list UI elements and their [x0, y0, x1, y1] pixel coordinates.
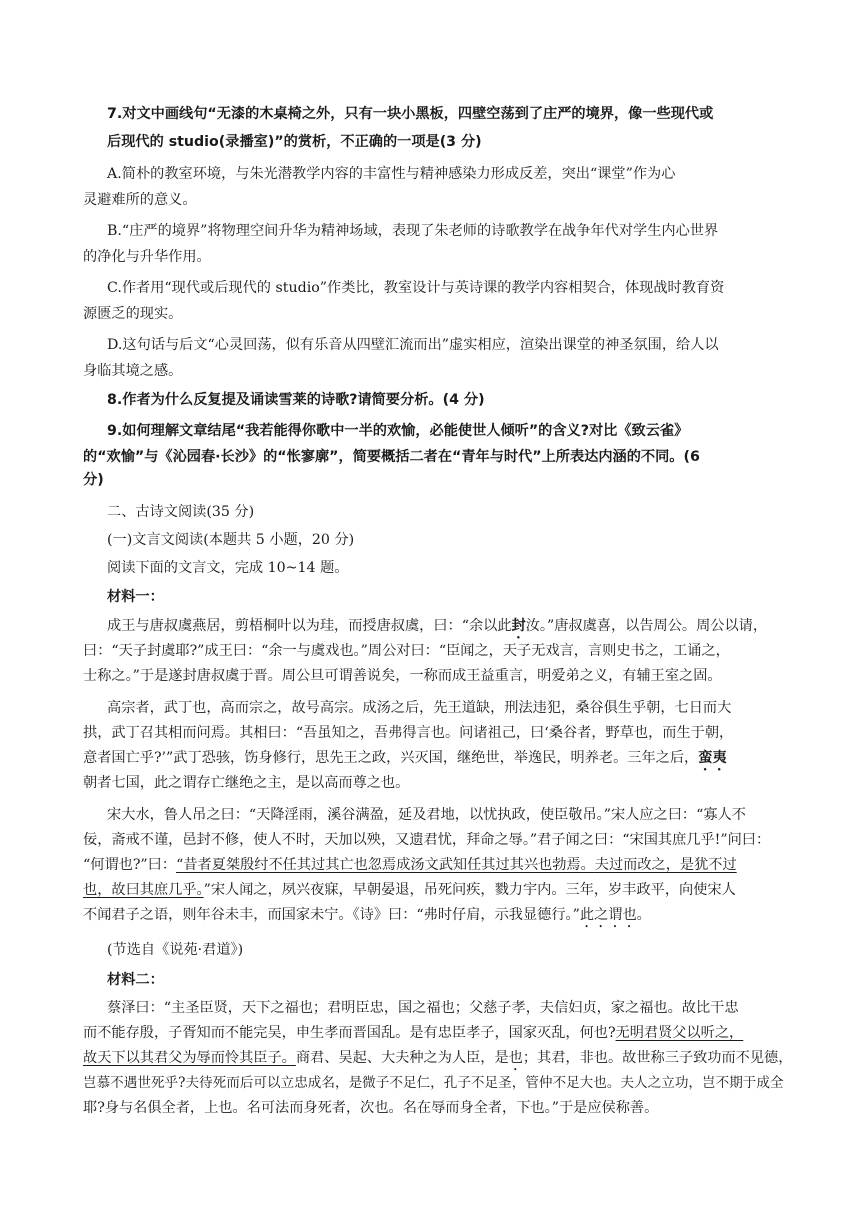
passage-4-line-4: 岂慕不遇世死乎?夫待死而后可以立忠成名，是微子不足仁，孔子不足圣，管仲不足大也。夫人之立功，岂不期于成全 — [83, 1075, 784, 1091]
passage-3-line-3: “何谓也?”曰：“昔者夏桀殷纣不任其过其亡也忽焉成汤文武知任其过其兴也勃焉。夫过而改之，是犹不过 — [83, 857, 737, 873]
passage-2-line-4: 朝者七国，此之谓存亡继绝之主，是以高而尊之也。 — [83, 775, 410, 791]
passage-1-line-3: 士称之。”于是遂封唐叔虞于晋。周公旦可谓善说矣，一称而成王益重言，明爱弟之义，有辅王室之固。 — [83, 668, 722, 684]
passage-3-line-2: 佞，斋戒不谨，邑封不修，使人不时，天加以殃，又遗君忧，拜命之辱。”君子闻之曰：“宋国其庶几乎!”问曰： — [83, 832, 771, 848]
question-7-line-2: 后现代的 studio(录播室)”的赏析，不正确的一项是(3 分) — [107, 134, 482, 150]
passage-4-line-5: 耶?身与名俱全者，上也。名可法而身死者，次也。名在辱而身全者，下也。”于是应侯称善。 — [83, 1100, 659, 1116]
option-b-line-2: 的净化与升华作用。 — [83, 249, 211, 265]
passage-2-line-1: 高宗者，武丁也，高而宗之，故号高宗。成汤之后，先王道缺，刑法违犯，桑谷俱生乎朝，七日而大 — [107, 700, 732, 716]
passage-4-line-3: 故天下以其君父为辱而怜其臣子。商君、吴起、大夫种之为人臣，是也；其君，非也。故世称三子致功而不见德， — [83, 1050, 793, 1066]
question-7-line-1: 7.对文中画线句“无漆的木桌椅之外，只有一块小黑板，四壁空荡到了庄严的境界，像一些现代或 — [107, 106, 714, 122]
passage-3-line-1: 宋大水，鲁人吊之曰：“天降淫雨，溪谷满盈，延及君地，以忧执政，使臣敬吊。”宋人应之曰：“寡人不 — [107, 807, 746, 823]
question-9-line-3: 分) — [83, 472, 104, 488]
option-a-line-1: A.简朴的教室环境，与朱光潜教学内容的丰富性与精神感染力形成反差，突出“课堂”作为心 — [107, 166, 676, 182]
passage-1-line-1: 成王与唐叔虞燕居，剪梧桐叶以为珪，而授唐叔虞，曰：“余以此封汝。”唐叔虞喜，以告周公。周公以请， — [107, 618, 768, 634]
instruction-text: 阅读下面的文言文，完成 10~14 题。 — [107, 560, 349, 576]
underlined-sentence-c: 无明君贤父以听之， — [615, 1025, 744, 1041]
material-1-label: 材料一： — [107, 589, 164, 605]
passage-4-line-1: 蔡泽曰：“主圣臣贤，天下之福也；君明臣忠，国之福也；父慈子孝，夫信妇贞，家之福也。故比干忠 — [107, 1000, 739, 1016]
source-citation: (节选自《说苑·君道》) — [107, 942, 244, 958]
question-8: 8.作者为什么反复提及诵读雪莱的诗歌?请简要分析。(4 分) — [107, 392, 485, 408]
passage-2-line-2: 拱，武丁召其相而问焉。其相曰：“吾虽知之，吾弗得言也。问诸祖己，曰‘桑谷者，野草也，而生于朝， — [83, 725, 734, 741]
subsection-heading: (一)文言文阅读(本题共 5 小题，20 分) — [107, 532, 355, 548]
material-2-label: 材料二： — [107, 972, 164, 988]
question-9-line-2: 的“欢愉”与《沁园春·长沙》的“怅寥廓”，简要概括二者在“青年与时代”上所表达内涵的不同。(6 — [83, 449, 700, 465]
passage-4-line-2: 而不能存殷，子胥知而不能完吴，申生孝而晋国乱。是有忠臣孝子，国家灭乱，何也?无明君贤父以听之， — [83, 1025, 744, 1041]
option-b-line-1: B.“庄严的境界”将物理空间升华为精神场域，表现了朱老师的诗歌教学在战争年代对学生内心世界 — [107, 223, 719, 239]
option-c-line-1: C.作者用“现代或后现代的 studio”作类比，教室设计与英诗课的教学内容相契合，体现战时教育资 — [107, 280, 725, 296]
passage-3-line-5: 不闻君子之语，则年谷未丰，而国家未宁。《诗》曰：“弗时仔肩，示我显德行。”此之谓也。 — [83, 907, 651, 923]
underlined-sentence-a: “昔者夏桀殷纣不任其过其亡也忽焉成汤文武知任其过其兴也勃焉。 — [176, 857, 595, 873]
question-9-line-1: 9.如何理解文章结尾“我若能得你歌中一半的欢愉，必能使世人倾听”的含义?对比《致云雀》 — [107, 423, 689, 439]
passage-3-line-4: 也，故曰其庶几乎。”宋人闻之，夙兴夜寐，早朝晏退，吊死问疾，戮力宇内。三年，岁丰政平，向使宋人 — [83, 882, 736, 898]
underlined-sentence-b: 夫过而改之，是犹不过 — [594, 857, 737, 873]
passage-2-line-3: 意者国亡乎?’”武丁恐骇，饬身修行，思先王之政，兴灭国，继绝世，举逸民，明养老。三年之后，蛮夷 — [83, 750, 727, 766]
option-d-line-1: D.这句话与后文“心灵回荡，似有乐音从四壁汇流而出”虚实相应，渲染出课堂的神圣氛围，给人以 — [107, 337, 719, 353]
option-a-line-2: 灵避难所的意义。 — [83, 192, 197, 208]
option-c-line-2: 源匮乏的现实。 — [83, 306, 183, 322]
section-heading: 二、古诗文阅读(35 分) — [107, 504, 255, 520]
option-d-line-2: 身临其境之感。 — [83, 363, 183, 379]
passage-1-line-2: 曰：“天子封虞耶?”成王曰：“余一与虞戏也。”周公对曰：“臣闻之，天子无戏言，言则史书之，工诵之， — [83, 643, 730, 659]
